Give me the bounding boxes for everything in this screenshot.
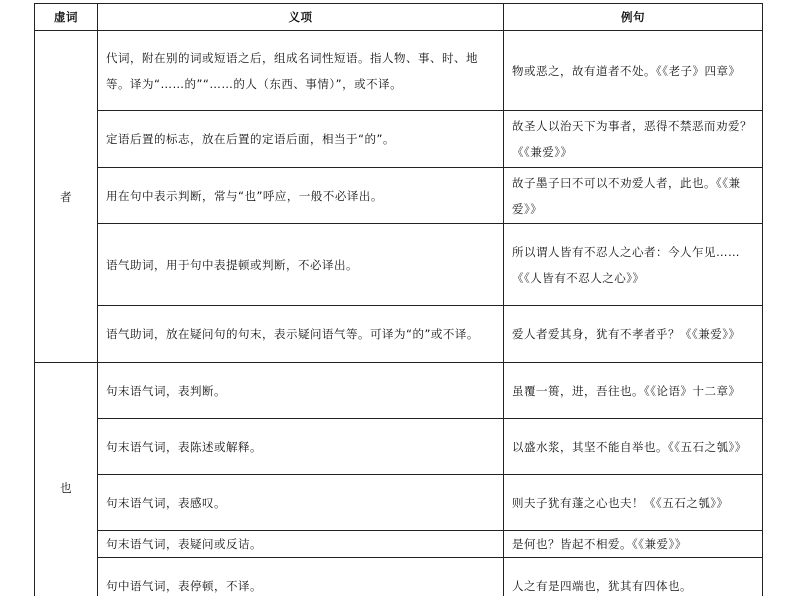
example-cell: 虽覆一篑，进，吾往也。《《论语》十二章》 xyxy=(504,363,763,419)
header-row xyxy=(35,4,763,31)
table-row xyxy=(35,363,763,419)
header-meaning: 义项 xyxy=(98,4,504,31)
meaning-cell: 句末语气词，表陈述或解释。 xyxy=(98,419,504,475)
meaning-cell: 代词，附在别的词或短语之后，组成名词性短语。指人物、事、时、地等。译为“……的”“……的人（东西、事情）”，或不译。 xyxy=(98,31,504,111)
meaning-cell: 定语后置的标志，放在后置的定语后面，相当于“的”。 xyxy=(98,111,504,168)
table-row xyxy=(35,224,763,306)
example-cell: 爱人者爱其身，犹有不孝者乎？《《兼爱》》 xyxy=(504,306,763,363)
example-cell: 人之有是四端也，犹其有四体也。 xyxy=(504,558,763,596)
table-row xyxy=(35,475,763,531)
meaning-cell: 句中语气词，表停顿，不译。 xyxy=(98,558,504,596)
table-row xyxy=(35,419,763,475)
header-example: 例句 xyxy=(504,4,763,31)
meaning-cell: 句末语气词，表判断。 xyxy=(98,363,504,419)
word-cell: 者 xyxy=(35,31,98,363)
example-cell: 物或恶之，故有道者不处。《《老子》四章》 xyxy=(504,31,763,111)
example-cell: 是何也？皆起不相爱。《《兼爱》》 xyxy=(504,531,763,558)
table-row xyxy=(35,31,763,111)
meaning-cell: 语气助词，放在疑问句的句末，表示疑问语气等。可译为“的”或不译。 xyxy=(98,306,504,363)
example-cell: 则夫子犹有蓬之心也夫！《《五石之瓠》》 xyxy=(504,475,763,531)
word-cell: 也 xyxy=(35,363,98,596)
example-cell: 以盛水浆，其坚不能自举也。《《五石之瓠》》 xyxy=(504,419,763,475)
meaning-cell: 语气助词，用于句中表提顿或判断，不必译出。 xyxy=(98,224,504,306)
meaning-cell: 句末语气词，表疑问或反诘。 xyxy=(98,531,504,558)
table-row xyxy=(35,306,763,363)
function-word-table xyxy=(34,3,763,596)
example-cell: 故子墨子曰不可以不劝爱人者，此也。《《兼爱》》 xyxy=(504,168,763,224)
header-word: 虚词 xyxy=(35,4,98,31)
meaning-cell: 用在句中表示判断，常与“也”呼应，一般不必译出。 xyxy=(98,168,504,224)
meaning-cell: 句末语气词，表感叹。 xyxy=(98,475,504,531)
table-row xyxy=(35,168,763,224)
table-row xyxy=(35,531,763,558)
example-cell: 所以谓人皆有不忍人之心者：今人乍见……《《人皆有不忍人之心》》 xyxy=(504,224,763,306)
table-row xyxy=(35,111,763,168)
table-row xyxy=(35,558,763,596)
example-cell: 故圣人以治天下为事者，恶得不禁恶而劝爱？《《兼爱》》 xyxy=(504,111,763,168)
